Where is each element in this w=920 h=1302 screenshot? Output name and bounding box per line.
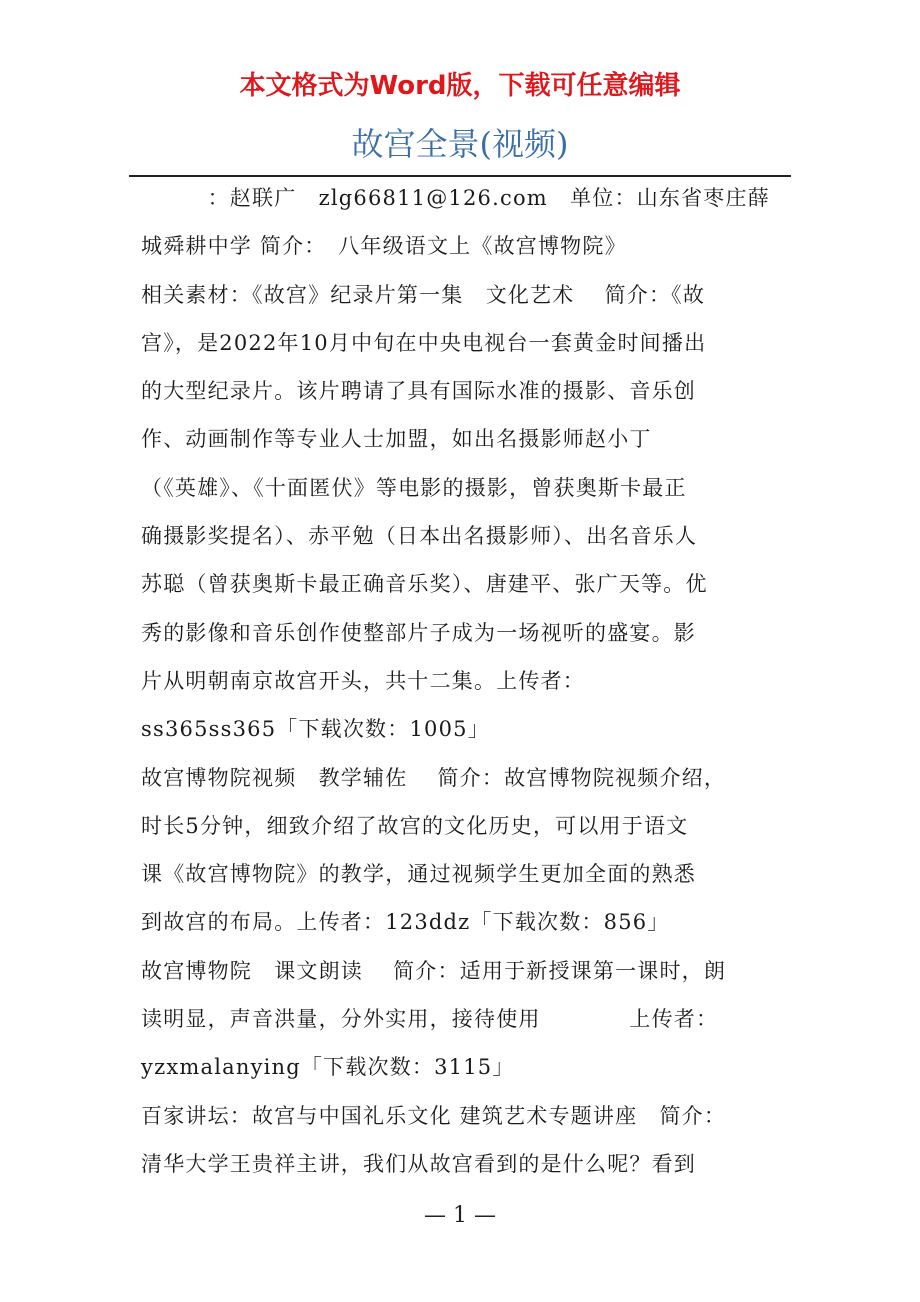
page-number: — 1 — [424,1203,496,1228]
body-line: 读明显，声音洪量，分外实用，接待使用 上传者： [141,1007,719,1032]
document-title: 故宫全景(视频) [351,125,569,163]
body-line: （《英雄》、《十面匿伏》等电影的摄影，曾获奥斯卡最正 [141,475,687,500]
body-line: 片从明朝南京故宫开头，共十二集。上传者： [141,668,585,693]
body-line: 百家讲坛：故宫与中国礼乐文化 建筑艺术专题讲座 简介： [141,1103,727,1128]
body-line: 城舜耕中学 简介： 八年级语文上《故宫博物院》 [141,234,627,259]
body-line: 作、动画制作等专业人士加盟，如出名摄影师赵小丁 [141,427,652,452]
body-line: yzxmalanying「下载次数：3115」 [141,1055,515,1080]
body-line: ss365ss365「下载次数：1005」 [141,717,490,742]
body-line: 到故宫的布局。上传者：123ddz「下载次数：856」 [141,910,670,935]
body-line: 课《故宫博物院》的教学，通过视频学生更加全面的熟悉 [141,862,696,887]
body-line: 宫》，是2022年10月中旬在中央电视台一套黄金时间播出 [141,330,707,355]
body-line: 的大型纪录片。该片聘请了具有国际水准的摄影、音乐创 [141,379,696,404]
body-line: 故宫博物院 课文朗读 简介：适用于新授课第一课时，朗 [141,958,727,983]
body-line: ：赵联广 zlg66811@126.com 单位：山东省枣庄薛 [141,186,770,210]
body-line: 故宫博物院视频 教学辅佐 简介：故宫博物院视频介绍， [141,765,727,790]
body-line: 苏聪（曾获奥斯卡最正确音乐奖）、唐建平、张广天等。优 [141,572,708,597]
document-body [141,174,781,1188]
body-line: 确摄影奖提名）、赤平勉（日本出名摄影师）、出名音乐人 [141,524,698,549]
format-notice: 本文格式为Word版，下载可任意编辑 [239,71,681,101]
body-line: 秀的影像和音乐创作使整部片子成为一场视听的盛宴。影 [141,620,696,645]
body-line: 相关素材：《故宫》纪录片第一集 文化艺术 简介：《故 [141,282,706,307]
body-line: 时长5分钟，细致介绍了故宫的文化历史，可以用于语文 [141,813,689,838]
body-line: 清华大学王贵祥主讲，我们从故宫看到的是什么呢？看到 [141,1151,696,1176]
